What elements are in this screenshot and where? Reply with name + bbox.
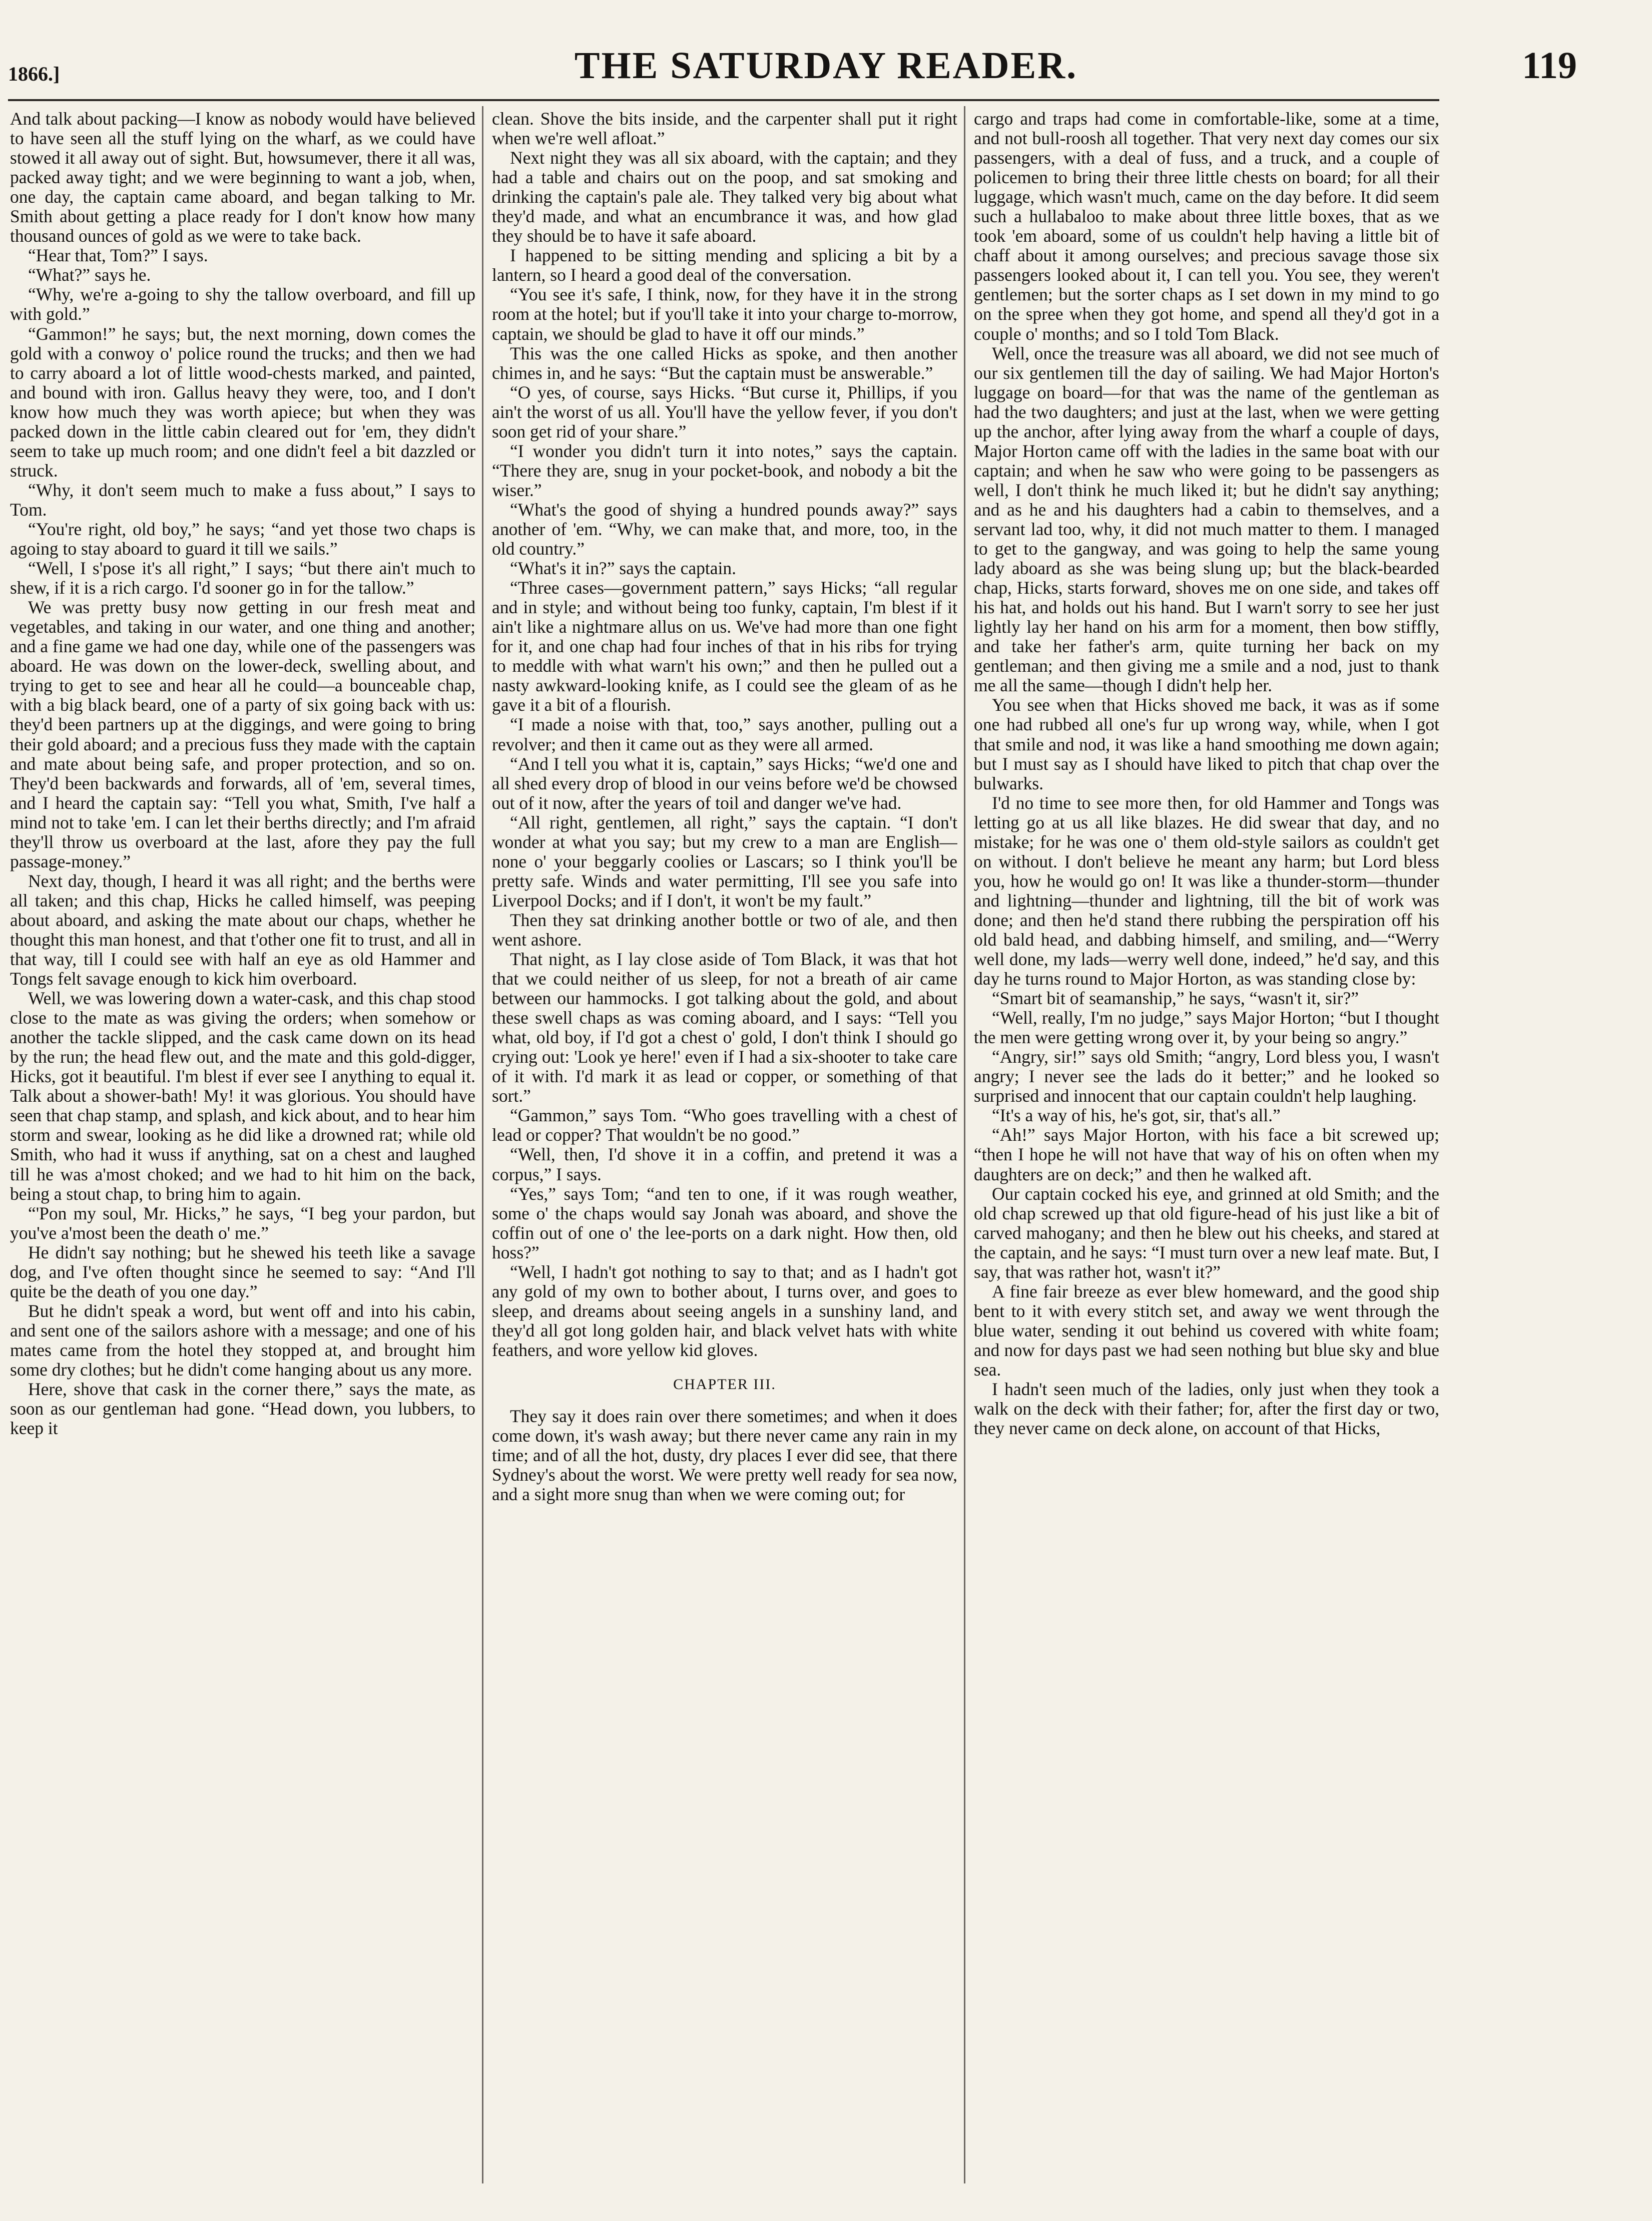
masthead [0, 0, 1652, 100]
article-paragraph: Next night they was all six aboard, with the captain; and they had a table and chairs out on the poop, and sat smoking and drinking the captain's pale ale. They talked very big about what they'd made, and what an encumbrance it was, and how glad they should be to have it safe aboard. [492, 148, 957, 246]
article-paragraph: A fine fair breeze as ever blew homeward, and the good ship bent to it with every stitch set, and away we went through the blue water, sending it out behind us covered with white foam; and now for days past we had seen nothing but blue sky and blue sea. [974, 1281, 1439, 1380]
article-paragraph: “I made a noise with that, too,” says another, pulling out a revolver; and then it came out as they were all armed. [492, 714, 957, 754]
article-paragraph: “Why, we're a-going to shy the tallow overboard, and fill up with gold.” [10, 284, 475, 324]
article-paragraph: “Why, it don't seem much to make a fuss about,” I says to Tom. [10, 480, 475, 520]
article-paragraph: Well, we was lowering down a water-cask, and this chap stood close to the mate as was giving the orders; when somehow or another the tackle slipped, and the cask came down on its head by the run; the head flew out, and the mate and this gold-digger, Hicks, got it beautiful. I'm blest if ever see I anything to equal it. Talk about a shower-bath! My! it was glorious. You should have seen that chap stamp, and splash, and kick about, and to hear him storm and swear, looking as he did like a drowned rat; while old Smith, who had it wuss if anything, sat on a chest and laughed till he was a'most choked; and we had to hit him on the back, being a stout chap, to bring him to again. [10, 988, 475, 1204]
publication-title: THE SATURDAY READER. [574, 45, 1078, 87]
article-paragraph: We was pretty busy now getting in our fresh meat and vegetables, and taking in our water, and one thing and another; and a fine game we had one day, while one of the passengers was aboard. He was down on the lower-deck, swelling about, and trying to get to see and hear all he could—a bounceable chap, with a big black beard, one of a party of six going back with us: they'd been partners up at the diggings, and were going to bring their gold aboard; and a precious fuss they made with the captain and mate about being safe, and proper protection, and so on. They'd been backwards and forwards, all of 'em, several times, and I heard the captain say: “Tell you what, Smith, I've half a mind not to take 'em. I can let their berths directly; and I'm afraid they'll throw us overboard at the last, afore they pay the full passage-money.” [10, 597, 475, 871]
article-paragraph: “What's the good of shying a hundred pounds away?” says another of 'em. “Why, we can make that, and more, too, in the old country.” [492, 499, 957, 559]
article-paragraph: “I wonder you didn't turn it into notes,” says the captain. “There they are, snug in your pocket-book, and nobody a bit the wiser.” [492, 440, 957, 500]
article-paragraph: “Well, really, I'm no judge,” says Major Horton; “but I thought the men were getting wrong over it, by your being so angry.” [974, 1008, 1439, 1048]
article-paragraph: clean. Shove the bits inside, and the carpenter shall put it right when we're well afloat.” [492, 109, 957, 149]
article-paragraph: “It's a way of his, he's got, sir, that's all.” [992, 1105, 1281, 1126]
article-paragraph: “Angry, sir!” says old Smith; “angry, Lord bless you, I wasn't angry; I never see the lads do it better;” and he looked so surprised and innocent that our captain couldn't help laughing. [974, 1047, 1439, 1106]
page-number: 119 [1522, 45, 1577, 87]
article-paragraph: “O yes, of course, says Hicks. “But curse it, Phillips, if you ain't the worst of us all. You'll have the yellow fever, if you don't soon get rid of your share.” [492, 382, 957, 441]
issue-year: 1866.] [8, 63, 60, 85]
article-paragraph: “You're right, old boy,” he says; “and yet those two chaps is agoing to stay aboard to guard it till we sails.” [10, 519, 475, 559]
article-paragraph: They say it does rain over there sometimes; and when it does come down, it's wash away; but there never came any rain in my time; and of all the hot, dusty, dry places I ever did see, that there Sydney's about the worst. We were pretty well ready for sea now, and a sight more snug than when we were coming out; for [492, 1406, 957, 1505]
text-column-3 [974, 109, 1439, 2206]
article-paragraph: “Ah!” says Major Horton, with his face a bit screwed up; “then I hope he will not have that way of his on often when my daughters are on deck;” and then he walked aft. [974, 1125, 1439, 1184]
article-paragraph: I happened to be sitting mending and splicing a bit by a lantern, so I heard a good deal of the conversation. [492, 245, 957, 285]
article-paragraph: “Three cases—government pattern,” says Hicks; “all regular and in style; and without being too funky, captain, I'm blest if it ain't like a nightmare allus on us. We've had more than one fight for it, and one chap had four inches of that in his ribs for trying to meddle with what warn't his own;” and then he pulled out a nasty awkward-looking knife, as I could see the gleam of as he gave it a bit of a flourish. [492, 578, 957, 715]
article-paragraph: “What?” says he. [28, 265, 151, 285]
article-paragraph: “'Pon my soul, Mr. Hicks,” he says, “I beg your pardon, but you've a'most been the death o' me.” [10, 1203, 475, 1243]
article-paragraph: And talk about packing—I know as nobody would have believed to have seen all the stuff lying on the wharf, as we could have stowed it all away out of sight. But, howsumever, there it all was, packed away tight; and we were beginning to want a job, when, one day, the captain came aboard, and began talking to Mr. Smith about getting a place ready for I don't know how many thousand ounces of gold as we were to take back. [10, 109, 475, 246]
text-column-1 [10, 109, 475, 2206]
article-paragraph: Next day, though, I heard it was all right; and the berths were all taken; and this chap, Hicks he called himself, was peeping about aboard, and asking the mate about our chaps, whether he thought this man honest, and that t'other one fit to trust, and all in that way, till I could see with half an eye as old Hammer and Tongs felt savage enough to kick him overboard. [10, 870, 475, 989]
article-paragraph: I'd no time to see more then, for old Hammer and Tongs was letting go at us all like blazes. He did swear that day, and no mistake; for he was one o' them old-style sailors as couldn't get on without. I don't believe he meant any harm; but Lord bless you, how he would go on! It was like a thunder-storm—thunder and lightning—thunder and lightning, till the bit of work was done; and then he'd stand there rubbing the perspiration off his old bald head, and dabbing himself, and smiling, and—“Werry well done, my lads—werry well done, indeed,” he'd say, and this day he turns round to Major Horton, as was standing close by: [974, 792, 1439, 989]
article-paragraph: “Well, I s'pose it's all right,” I says; “but there ain't much to shew, if it is a rich cargo. I'd sooner go in for the tallow.” [10, 558, 475, 598]
article-paragraph: “Gammon!” he says; but, the next morning, down comes the gold with a conwoy o' police round the trucks; and then we had to carry aboard a lot of little wood-chests marked, and painted, and bound with iron. Gallus heavy they were, too, and I don't know how much they was worth apiece; but when they was packed down in the little cabin cleared out for 'em, they didn't seem to take up much room; and one didn't feel a bit dazzled or struck. [10, 323, 475, 481]
article-paragraph: “Smart bit of seamanship,” he says, “wasn't it, sir?” [992, 988, 1359, 1009]
article-paragraph: He didn't say nothing; but he shewed his teeth like a savage dog, and I've often thought since he seemed to say: “And I'll quite be the death of you one day.” [10, 1242, 475, 1301]
article-paragraph: “And I tell you what it is, captain,” says Hicks; “we'd one and all shed every drop of blood in our veins before we'd be chowsed out of it now, after the years of toil and danger we've had. [492, 753, 957, 813]
article-paragraph: Here, shove that cask in the corner there,” says the mate, as soon as our gentleman had gone. “Head down, you lubbers, to keep it [10, 1379, 475, 1439]
article-paragraph: “All right, gentlemen, all right,” says the captain. “I don't wonder at what you say; but my crew to a man are English—none o' your beggarly coolies or Lascars; so I think you'll be pretty safe. Winds and water permitting, I'll see you safe into Liverpool Docks; and if I don't, it won't be my fault.” [492, 812, 957, 911]
article-paragraph: “Hear that, Tom?” I says. [28, 245, 208, 266]
article-paragraph: Well, once the treasure was all aboard, we did not see much of our six gentlemen till the day of sailing. We had Major Horton's luggage on board—for that was the name of the gentleman as had the two daughters; and just at the last, when we were getting up the anchor, after lying away from the wharf a couple of days, Major Horton came off with the ladies in the same boat with our captain; and when he saw who were going to be passengers as well, I don't think he much liked it; but he didn't say anything; and as he and his daughters had a cabin to themselves, and a servant lad too, why, it did not much matter to them. I managed to get to the gangway, and was going to help the same young lady aboard as she was being slung up; but the black-bearded chap, Hicks, starts forward, shoves me on one side, and takes off his hat, and holds out his hand. But I warn't sorry to see her just lightly lay her hand on his arm for a moment, then bow stiffly, and take her father's arm, quite turning her back on my gentleman; and then giving me a smile and a nod, just to thank me all the same—though I didn't help her. [974, 343, 1439, 696]
article-paragraph: This was the one called Hicks as spoke, and then another chimes in, and he says: “But the captain must be answerable.” [492, 343, 957, 383]
article-paragraph: “Well, I hadn't got nothing to say to that; and as I hadn't got any gold of my own to bother about, I turns over, and goes to sleep, and dreams about seeing angels in a sunshiny land, and they'd all got long golden hair, and black velvet hats with white feathers, and wore yellow kid gloves. [492, 1261, 957, 1360]
masthead-rule [8, 99, 1439, 101]
article-paragraph: Then they sat drinking another bottle or two of ale, and then went ashore. [492, 910, 957, 950]
column-divider [964, 106, 965, 2183]
article-paragraph: Our captain cocked his eye, and grinned at old Smith; and the old chap screwed up that old figure-head of his just like a bit of carved mahogany; and then he blew out his cheeks, and stared at the captain, and he says: “I must turn over a new leaf mate. But, I say, that was rather hot, wasn't it?” [974, 1183, 1439, 1282]
article-paragraph: You see when that Hicks shoved me back, it was as if some one had rubbed all one's fur up wrong way, while, when I got that smile and nod, it was like a hand smoothing me down again; but I must say as I should have liked to pitch that chap over the bulwarks. [974, 695, 1439, 793]
article-paragraph: But he didn't speak a word, but went off and into his cabin, and sent one of the sailors ashore with a message; and one of his mates came from the hotel they stopped at, and brought him some dry clothes; but he didn't come hanging about us any more. [10, 1300, 475, 1380]
text-column-2 [492, 109, 957, 2206]
article-paragraph: “Well, then, I'd shove it in a coffin, and pretend it was a corpus,” I says. [492, 1144, 957, 1184]
article-paragraph: That night, as I lay close aside of Tom Black, it was that hot that we could neither of us sleep, for not a breath of air came between our hammocks. I got talking about the gold, and about these swell chaps as was coming aboard, and I says: “Tell you what, old boy, if I'd got a chest o' gold, I don't think I should go crying out: 'Look ye here!' even if I had a six-shooter to take care of it with. I'd mark it as lead or copper, or something of that sort.” [492, 949, 957, 1106]
article-paragraph: “Gammon,” says Tom. “Who goes travelling with a chest of lead or copper? That wouldn't be no good.” [492, 1105, 957, 1145]
article-paragraph: cargo and traps had come in comfortable-like, some at a time, and not bull-roosh all together. That very next day comes our six passengers, with a deal of fuss, and a truck, and a couple of policemen to bring their three little chests on board; for all their luggage, which wasn't much, came on the day before. It did seem such a hullabaloo to make about three little boxes, that as we took 'em aboard, some of us couldn't help having a little bit of chaff about it among ourselves; and precious savage those six passengers looked about it, I can tell you. You see, they weren't gentlemen; but the sorter chaps as I set down in my mind to go on the spree when they got home, and spend all they'd got in a couple o' months; and so I told Tom Black. [974, 109, 1439, 344]
chapter-heading: CHAPTER III. [673, 1376, 776, 1393]
article-paragraph: I hadn't seen much of the ladies, only just when they took a walk on the deck with their father; for, after the first day or two, they never came on deck alone, on account of that Hicks, [974, 1379, 1439, 1439]
column-divider [482, 106, 483, 2183]
article-paragraph: “You see it's safe, I think, now, for they have it in the strong room at the hotel; but if you'll take it into your charge to-morrow, captain, we should be glad to have it off our minds.” [492, 284, 957, 344]
article-paragraph: “Yes,” says Tom; “and ten to one, if it was rough weather, some o' the chaps would say Jonah was aboard, and shove the coffin out of one o' the lee-ports on a dark night. How then, old hoss?” [492, 1183, 957, 1262]
article-paragraph: “What's it in?” says the captain. [510, 558, 736, 579]
